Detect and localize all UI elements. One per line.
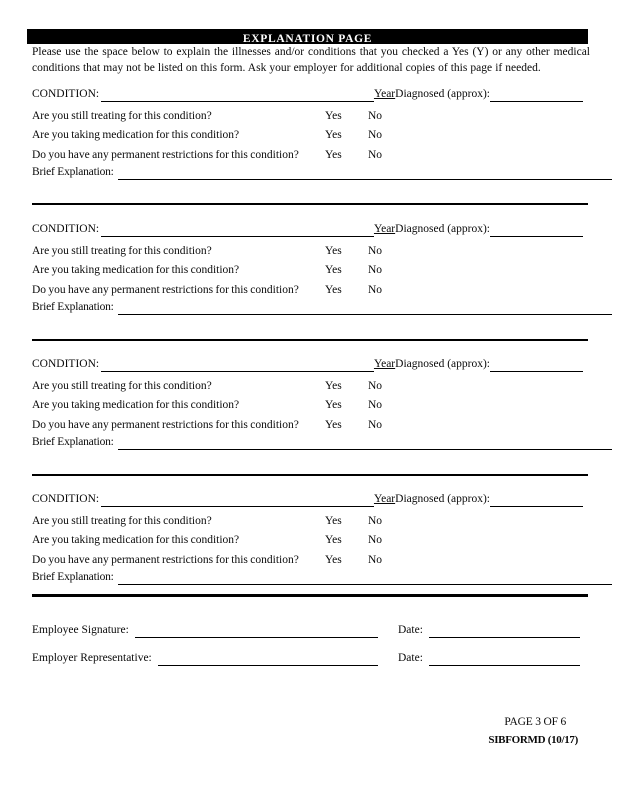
employer-representative-input-line[interactable]: [158, 652, 378, 666]
yes-option[interactable]: Yes: [325, 284, 342, 296]
question-row-permanent-restrictions: [32, 554, 618, 566]
question-row-still-treating: [32, 380, 618, 392]
section-divider: [32, 474, 588, 476]
brief-explanation-row: [32, 166, 612, 180]
year-diagnosed-label: Year: [373, 358, 396, 370]
explanation-input-line[interactable]: [118, 166, 612, 180]
yes-option[interactable]: Yes: [325, 515, 342, 527]
page-number: PAGE 3 OF 6: [504, 716, 566, 728]
date-input-line[interactable]: [429, 624, 580, 638]
condition-label: CONDITION:: [32, 358, 100, 370]
employee-signature-row: [32, 624, 580, 640]
no-option[interactable]: No: [368, 515, 383, 527]
brief-explanation-label: Brief Explanation:: [32, 166, 114, 178]
question-row-taking-medication: [32, 264, 618, 276]
question-row-taking-medication: [32, 534, 618, 546]
diagnosed-approx-label: Diagnosed (approx):: [395, 88, 490, 100]
page-title: EXPLANATION PAGE: [242, 33, 373, 45]
condition-label: CONDITION:: [32, 223, 100, 235]
form-code: SIBFORMD (10/17): [488, 734, 578, 746]
question-text: Do you have any permanent restrictions for this condition?: [32, 149, 299, 161]
employee-signature-label: Employee Signature:: [32, 624, 129, 636]
no-option[interactable]: No: [368, 380, 383, 392]
brief-explanation-row: [32, 436, 612, 450]
employer-representative-row: [32, 652, 580, 668]
condition-section: [32, 358, 618, 455]
question-text: Are you taking medication for this condition?: [32, 534, 240, 546]
year-diagnosed-label: Year: [373, 88, 396, 100]
no-option[interactable]: No: [368, 245, 383, 257]
date-input-line[interactable]: [429, 652, 580, 666]
yes-option[interactable]: Yes: [325, 399, 342, 411]
brief-explanation-label: Brief Explanation:: [32, 301, 114, 313]
no-option[interactable]: No: [368, 534, 383, 546]
explanation-input-line[interactable]: [118, 571, 612, 585]
year-diagnosed-label: Year: [373, 493, 396, 505]
year-diagnosed-input-line[interactable]: [490, 223, 583, 237]
brief-explanation-row: [32, 571, 612, 585]
date-label: Date:: [398, 652, 423, 664]
question-row-taking-medication: [32, 399, 618, 411]
question-row-still-treating: [32, 245, 618, 257]
employee-signature-input-line[interactable]: [135, 624, 378, 638]
year-diagnosed-input-line[interactable]: [490, 88, 583, 102]
condition-section: [32, 223, 618, 320]
yes-option[interactable]: Yes: [325, 129, 342, 141]
section-divider: [32, 203, 588, 205]
condition-label: CONDITION:: [32, 88, 100, 100]
condition-section: [32, 493, 618, 590]
brief-explanation-row: [32, 301, 612, 315]
brief-explanation-label: Brief Explanation:: [32, 436, 114, 448]
date-label: Date:: [398, 624, 423, 636]
section-divider: [32, 339, 588, 341]
no-option[interactable]: No: [368, 149, 383, 161]
condition-row: [32, 493, 583, 507]
signature-divider: [32, 594, 588, 597]
question-text: Are you still treating for this condition?: [32, 515, 212, 527]
explanation-input-line[interactable]: [118, 436, 612, 450]
intro-text: Please use the space below to explain the illnesses and/or conditions that you checked a Yes (Y) or any other medical conditions that may not be listed on this form. Ask your employer for additional copies of this page if needed.: [32, 46, 590, 74]
question-text: Do you have any permanent restrictions for this condition?: [32, 284, 299, 296]
no-option[interactable]: No: [368, 284, 383, 296]
year-diagnosed-input-line[interactable]: [490, 358, 583, 372]
year-diagnosed-label: Year: [373, 223, 396, 235]
yes-option[interactable]: Yes: [325, 264, 342, 276]
question-row-permanent-restrictions: [32, 419, 618, 431]
question-row-permanent-restrictions: [32, 149, 618, 161]
question-text: Are you still treating for this condition?: [32, 245, 212, 257]
page-footer: [488, 716, 578, 746]
question-text: Are you taking medication for this condition?: [32, 264, 240, 276]
brief-explanation-label: Brief Explanation:: [32, 571, 114, 583]
condition-row: [32, 223, 583, 237]
yes-option[interactable]: Yes: [325, 149, 342, 161]
no-option[interactable]: No: [368, 399, 383, 411]
question-text: Are you still treating for this condition?: [32, 380, 212, 392]
signature-block: [32, 624, 580, 680]
condition-input-line[interactable]: [101, 493, 374, 507]
condition-input-line[interactable]: [101, 88, 374, 102]
question-row-still-treating: [32, 110, 618, 122]
no-option[interactable]: No: [368, 554, 383, 566]
question-text: Do you have any permanent restrictions for this condition?: [32, 554, 299, 566]
no-option[interactable]: No: [368, 110, 383, 122]
year-diagnosed-input-line[interactable]: [490, 493, 583, 507]
employer-representative-label: Employer Representative:: [32, 652, 152, 664]
condition-input-line[interactable]: [101, 358, 374, 372]
yes-option[interactable]: Yes: [325, 419, 342, 431]
no-option[interactable]: No: [368, 129, 383, 141]
yes-option[interactable]: Yes: [325, 110, 342, 122]
condition-label: CONDITION:: [32, 493, 100, 505]
diagnosed-approx-label: Diagnosed (approx):: [395, 358, 490, 370]
yes-option[interactable]: Yes: [325, 245, 342, 257]
condition-row: [32, 88, 583, 102]
question-text: Are you taking medication for this condition?: [32, 399, 240, 411]
question-text: Do you have any permanent restrictions for this condition?: [32, 419, 299, 431]
question-text: Are you still treating for this condition?: [32, 110, 212, 122]
condition-input-line[interactable]: [101, 223, 374, 237]
form-title-banner: [27, 29, 588, 44]
yes-option[interactable]: Yes: [325, 534, 342, 546]
yes-option[interactable]: Yes: [325, 554, 342, 566]
question-row-permanent-restrictions: [32, 284, 618, 296]
no-option[interactable]: No: [368, 419, 383, 431]
explanation-input-line[interactable]: [118, 301, 612, 315]
condition-row: [32, 358, 583, 372]
diagnosed-approx-label: Diagnosed (approx):: [395, 223, 490, 235]
condition-section: [32, 88, 618, 185]
yes-option[interactable]: Yes: [325, 380, 342, 392]
question-row-still-treating: [32, 515, 618, 527]
question-text: Are you taking medication for this condition?: [32, 129, 240, 141]
no-option[interactable]: No: [368, 264, 383, 276]
diagnosed-approx-label: Diagnosed (approx):: [395, 493, 490, 505]
question-row-taking-medication: [32, 129, 618, 141]
